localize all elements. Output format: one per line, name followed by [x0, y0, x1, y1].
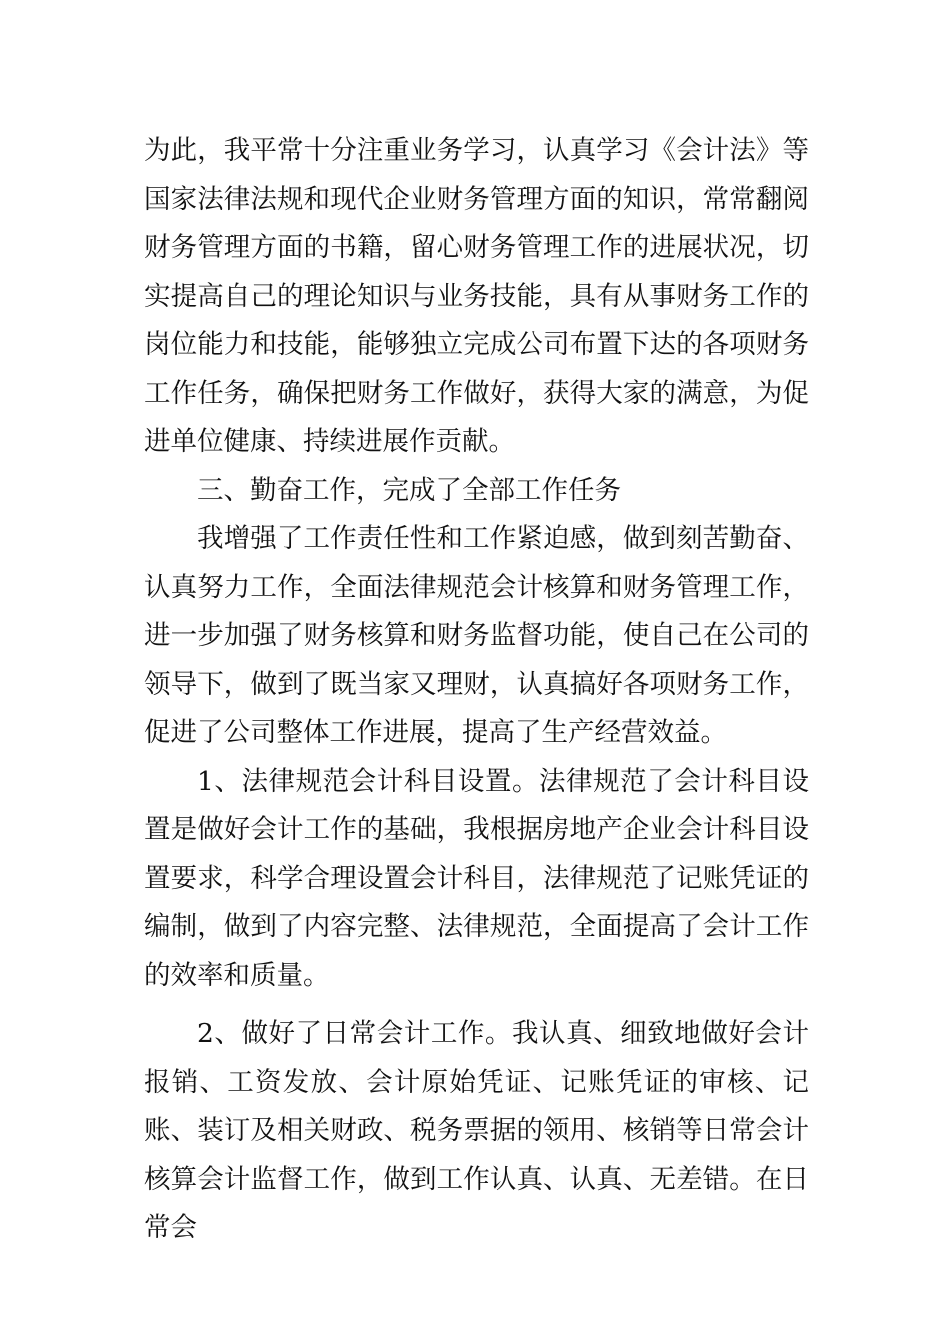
- paragraph-account-setup: 1、法律规范会计科目设置。法律规范了会计科目设置是做好会计工作的基础，我根据房地产企业会计科目设置要求，科学合理设置会计科目，法律规范了记账凭证的编制，做到了内容完整、法律规范，全面提高了会计工作的效率和质量。: [144, 765, 809, 991]
- paragraph-responsibility: 我增强了工作责任性和工作紧迫感，做到刻苦勤奋、认真努力工作，全面法律规范会计核算和财务管理工作，进一步加强了财务核算和财务监督功能，使自己在公司的领导下，做到了既当家又理财，认真搞好各项财务工作，促进了公司整体工作进展，提高了生产经营效益。: [144, 523, 809, 748]
- section-heading-diligent-work: 三、勤奋工作，完成了全部工作任务: [197, 474, 621, 506]
- paragraph-daily-accounting: 2、做好了日常会计工作。我认真、细致地做好会计报销、工资发放、会计原始凭证、记账凭证的审核、记账、装订及相关财政、税务票据的领用、核销等日常会计核算会计监督工作，做到工作认真、认真、无差错。在日常会: [144, 1018, 809, 1243]
- document-body: [144, 127, 809, 1253]
- paragraph-study: 为此，我平常十分注重业务学习，认真学习《会计法》等国家法律法规和现代企业财务管理方面的知识，常常翻阅财务管理方面的书籍，留心财务管理工作的进展状况，切实提高自己的理论知识与业务技能，具有从事财务工作的岗位能力和技能，能够独立完成公司布置下达的各项财务工作任务，确保把财务工作做好，获得大家的满意，为促进单位健康、持续进展作贡献。: [144, 135, 809, 457]
